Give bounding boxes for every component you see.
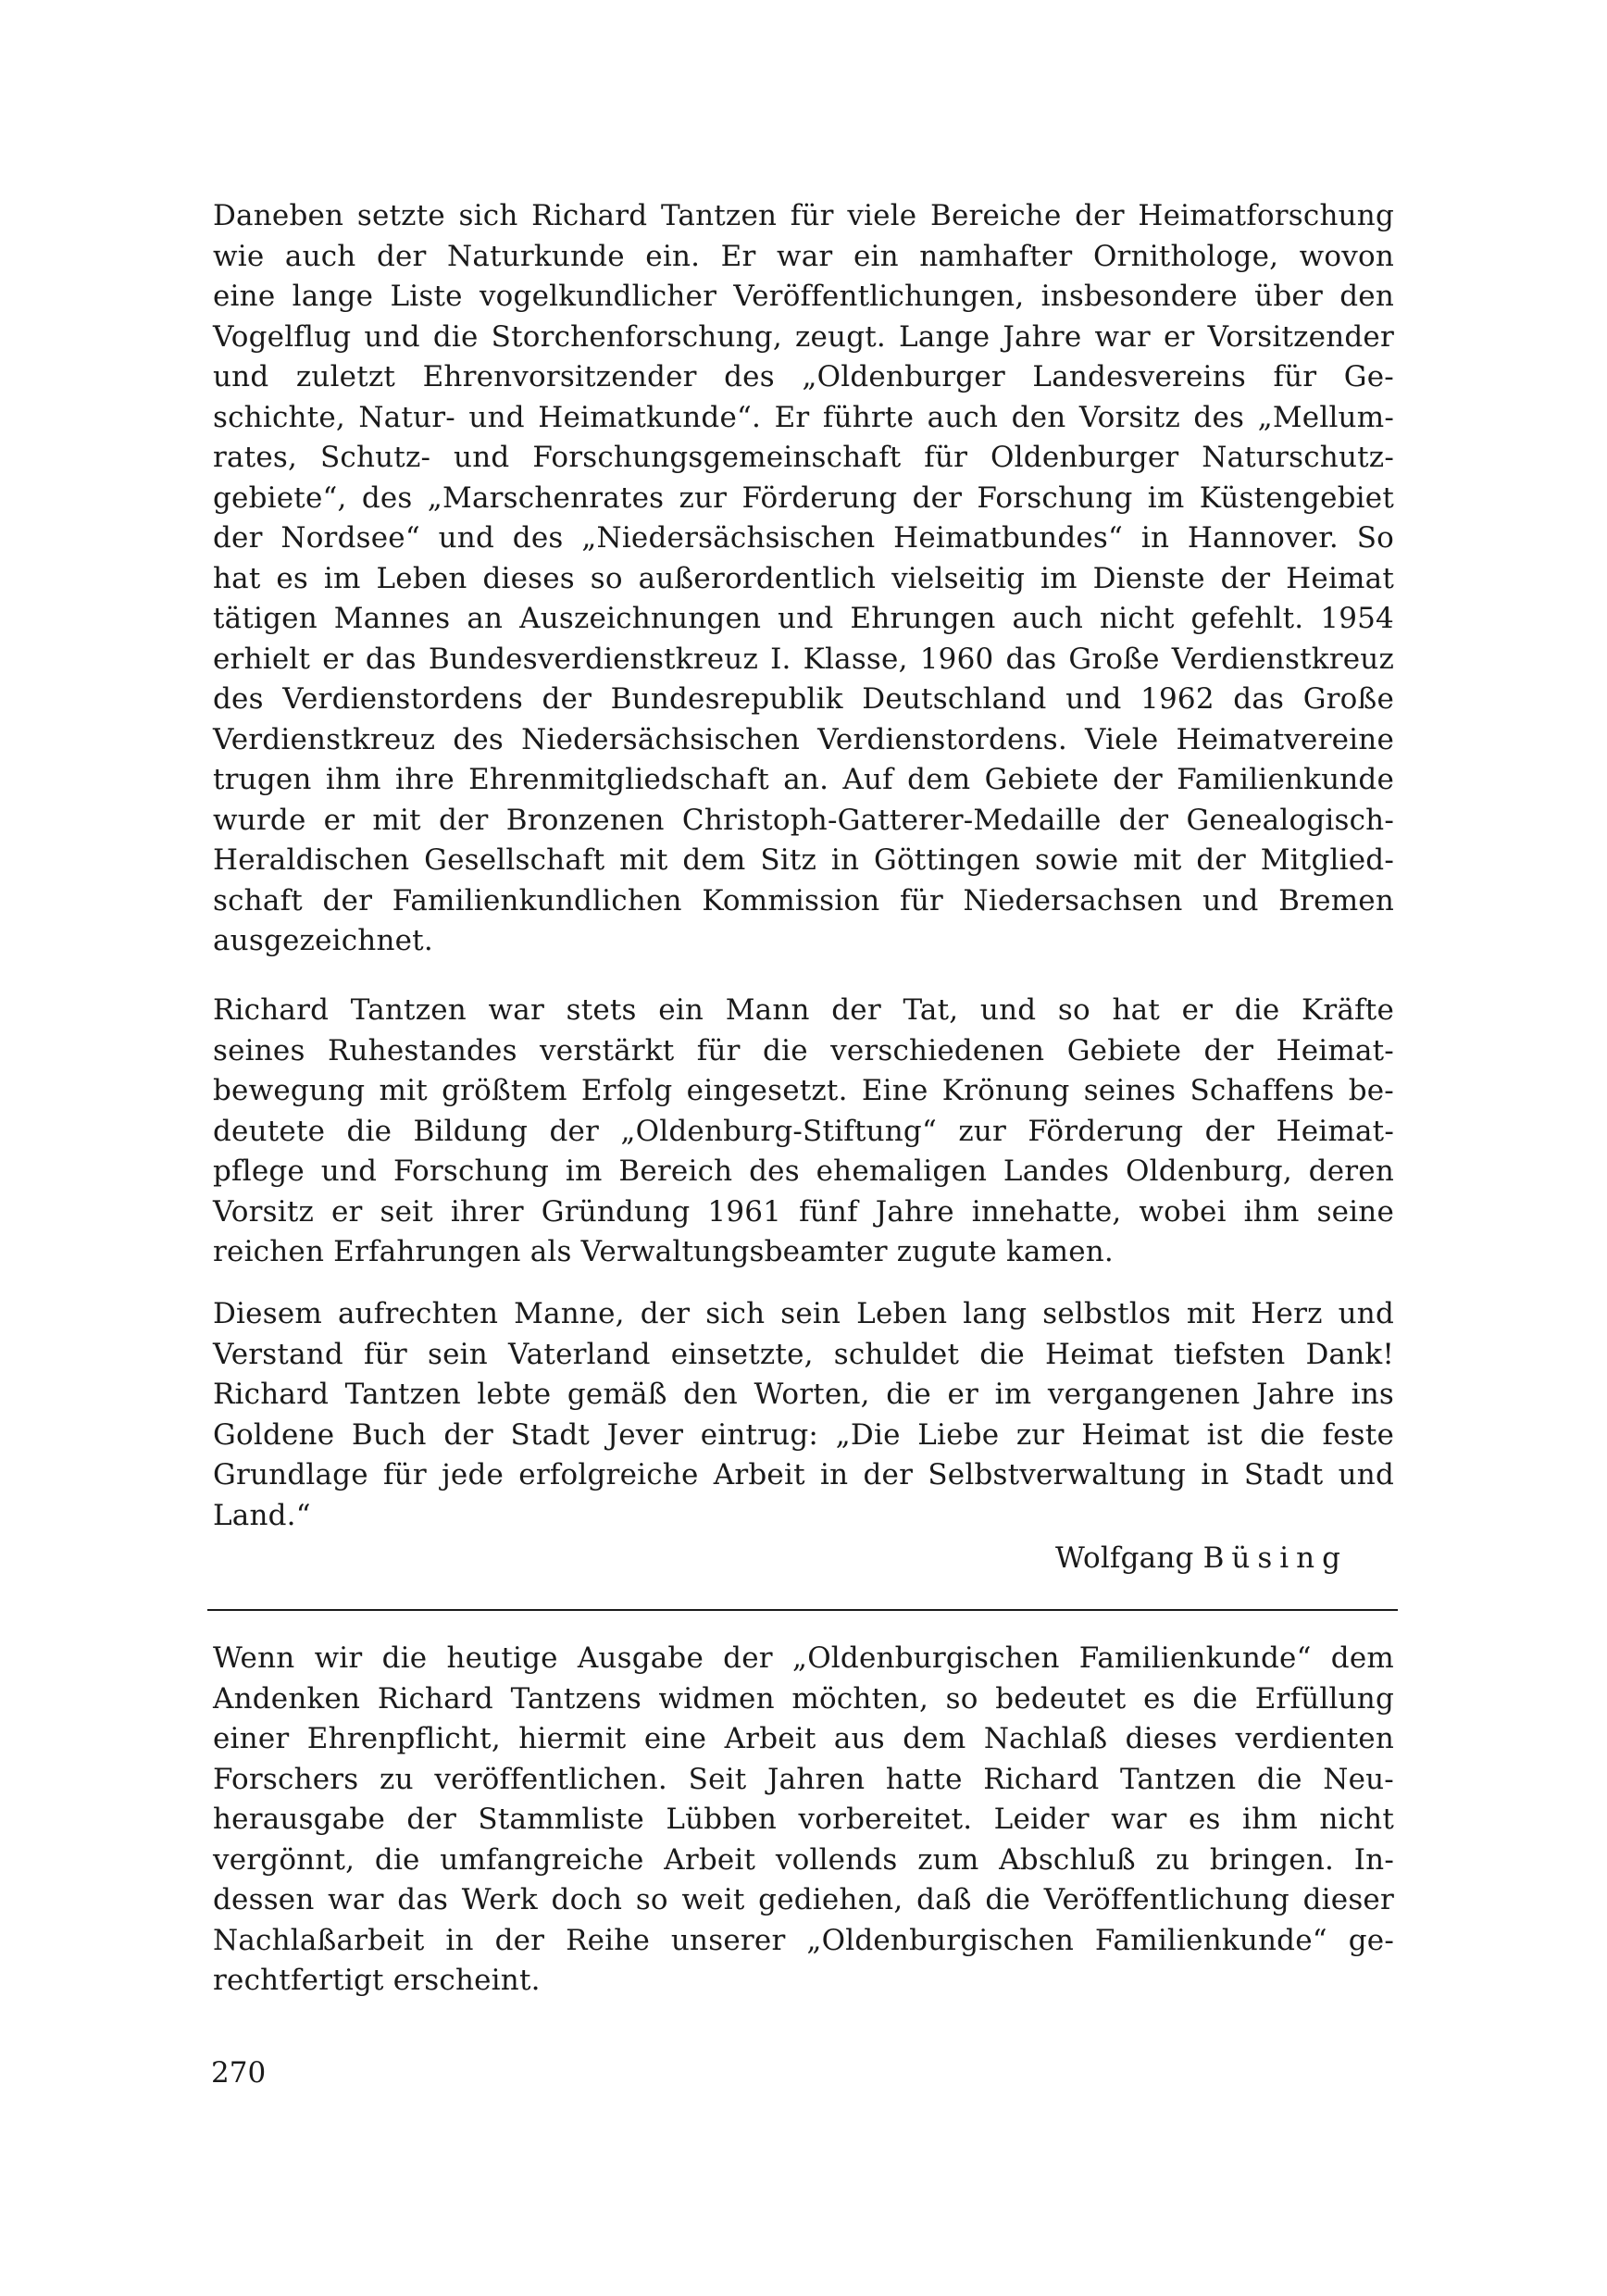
text-line: einer Ehrenpflicht, hiermit eine Arbeit aus dem Nachlaß dieses verdienten bbox=[213, 1722, 1394, 1755]
text-line: wurde er mit der Bronzenen Christoph-Gatterer-Medaille der Genealogisch- bbox=[213, 803, 1394, 837]
text-line: dessen war das Werk doch so weit gediehen, daß die Veröffentlichung dieser bbox=[213, 1883, 1394, 1916]
text-line: erhielt er das Bundesverdienstkreuz I. Klasse, 1960 das Große Verdienstkreuz bbox=[213, 642, 1394, 676]
text-line: Verdienstkreuz des Niedersächsischen Verdienstordens. Viele Heimatvereine bbox=[213, 722, 1394, 756]
page-number: 270 bbox=[211, 2056, 267, 2090]
text-line: wie auch der Naturkunde ein. Er war ein namhafter Ornithologe, wovon bbox=[213, 239, 1394, 273]
text-line: Verstand für sein Vaterland einsetzte, schuldet die Heimat tiefsten Dank! bbox=[213, 1337, 1394, 1371]
text-line: Wenn wir die heutige Ausgabe der „Oldenburgischen Familienkunde“ dem bbox=[213, 1641, 1394, 1675]
text-line: Forschers zu veröffentlichen. Seit Jahren hatte Richard Tantzen die Neu- bbox=[213, 1762, 1394, 1796]
paragraph-3 bbox=[213, 1294, 1394, 1536]
text-line: Nachlaßarbeit in der Reihe unserer „Oldenburgischen Familienkunde“ ge- bbox=[213, 1923, 1394, 1957]
text-line: tätigen Mannes an Auszeichnungen und Ehrungen auch nicht gefehlt. 1954 bbox=[213, 602, 1394, 635]
text-line: Daneben setzte sich Richard Tantzen für viele Bereiche der Heimatforschung bbox=[213, 199, 1394, 232]
text-line: reichen Erfahrungen als Verwaltungsbeamter zugute kamen. bbox=[213, 1235, 1114, 1268]
paragraph-2 bbox=[213, 991, 1394, 1273]
paragraph-1 bbox=[213, 196, 1394, 962]
text-line: Land.“ bbox=[213, 1498, 311, 1532]
text-line: Richard Tantzen lebte gemäß den Worten, die er im vergangenen Jahre ins bbox=[213, 1378, 1394, 1411]
author-first-name: Wolfgang bbox=[1055, 1541, 1194, 1575]
text-line: deutete die Bildung der „Oldenburg-Stiftung“ zur Förderung der Heimat- bbox=[213, 1114, 1394, 1148]
text-line: Vorsitz er seit ihrer Gründung 1961 fünf Jahre innehatte, wobei ihm seine bbox=[213, 1194, 1394, 1229]
text-line: rates, Schutz- und Forschungsgemeinschaft für Oldenburger Naturschutz- bbox=[213, 441, 1394, 474]
author-signature bbox=[1055, 1539, 1348, 1579]
text-line: gebiete“, des „Marschenrates zur Förderung der Forschung im Küstengebiet bbox=[213, 480, 1394, 515]
text-line: schaft der Familienkundlichen Kommission für Niedersachsen und Bremen bbox=[213, 883, 1394, 917]
text-line: bewegung mit größtem Erfolg eingesetzt. Eine Krönung seines Schaffens be- bbox=[213, 1074, 1394, 1107]
text-line: und zuletzt Ehrenvorsitzender des „Oldenburger Landesvereins für Ge- bbox=[213, 360, 1394, 393]
text-line: eine lange Liste vogelkundlicher Veröffentlichungen, insbesondere über den bbox=[213, 280, 1394, 313]
text-line: Andenken Richard Tantzens widmen möchten, so bedeutet es die Erfüllung bbox=[213, 1681, 1394, 1716]
text-line: Diesem aufrechten Manne, der sich sein Leben lang selbstlos mit Herz und bbox=[213, 1297, 1394, 1330]
author-last-name: Büsing bbox=[1202, 1541, 1348, 1575]
text-line: ausgezeichnet. bbox=[213, 924, 433, 957]
paragraph-4 bbox=[213, 1639, 1394, 2002]
text-line: Grundlage für jede erfolgreiche Arbeit in der Selbstverwaltung in Stadt und bbox=[213, 1458, 1394, 1491]
text-line: der Nordsee“ und des „Niedersächsischen Heimatbundes“ in Hannover. So bbox=[213, 521, 1394, 555]
section-divider bbox=[207, 1609, 1398, 1611]
text-line: trugen ihm ihre Ehrenmitgliedschaft an. Auf dem Gebiete der Familienkunde bbox=[213, 763, 1394, 796]
text-line: vergönnt, die umfangreiche Arbeit vollends zum Abschluß zu bringen. In- bbox=[213, 1842, 1394, 1877]
text-line: des Verdienstordens der Bundesrepublik Deutschland und 1962 das Große bbox=[213, 682, 1394, 716]
text-line: rechtfertigt erscheint. bbox=[213, 1964, 541, 1997]
text-line: seines Ruhestandes verstärkt für die verschiedenen Gebiete der Heimat- bbox=[213, 1033, 1394, 1067]
text-line: herausgabe der Stammliste Lübben vorbereitet. Leider war es ihm nicht bbox=[213, 1803, 1394, 1836]
text-line: Richard Tantzen war stets ein Mann der Tat, und so hat er die Kräfte bbox=[213, 993, 1394, 1027]
text-line: pflege und Forschung im Bereich des ehemaligen Landes Oldenburg, deren bbox=[213, 1154, 1394, 1188]
text-line: schichte, Natur- und Heimatkunde“. Er führte auch den Vorsitz des „Mellum- bbox=[213, 400, 1394, 434]
text-line: hat es im Leben dieses so außerordentlich vielseitig im Dienste der Heimat bbox=[213, 561, 1394, 595]
text-line: Vogelflug und die Storchenforschung, zeugt. Lange Jahre war er Vorsitzender bbox=[213, 319, 1394, 354]
text-line: Heraldischen Gesellschaft mit dem Sitz in Göttingen sowie mit der Mitglied- bbox=[213, 843, 1394, 877]
text-line: Goldene Buch der Stadt Jever eintrug: „Die Liebe zur Heimat ist die feste bbox=[213, 1417, 1394, 1452]
